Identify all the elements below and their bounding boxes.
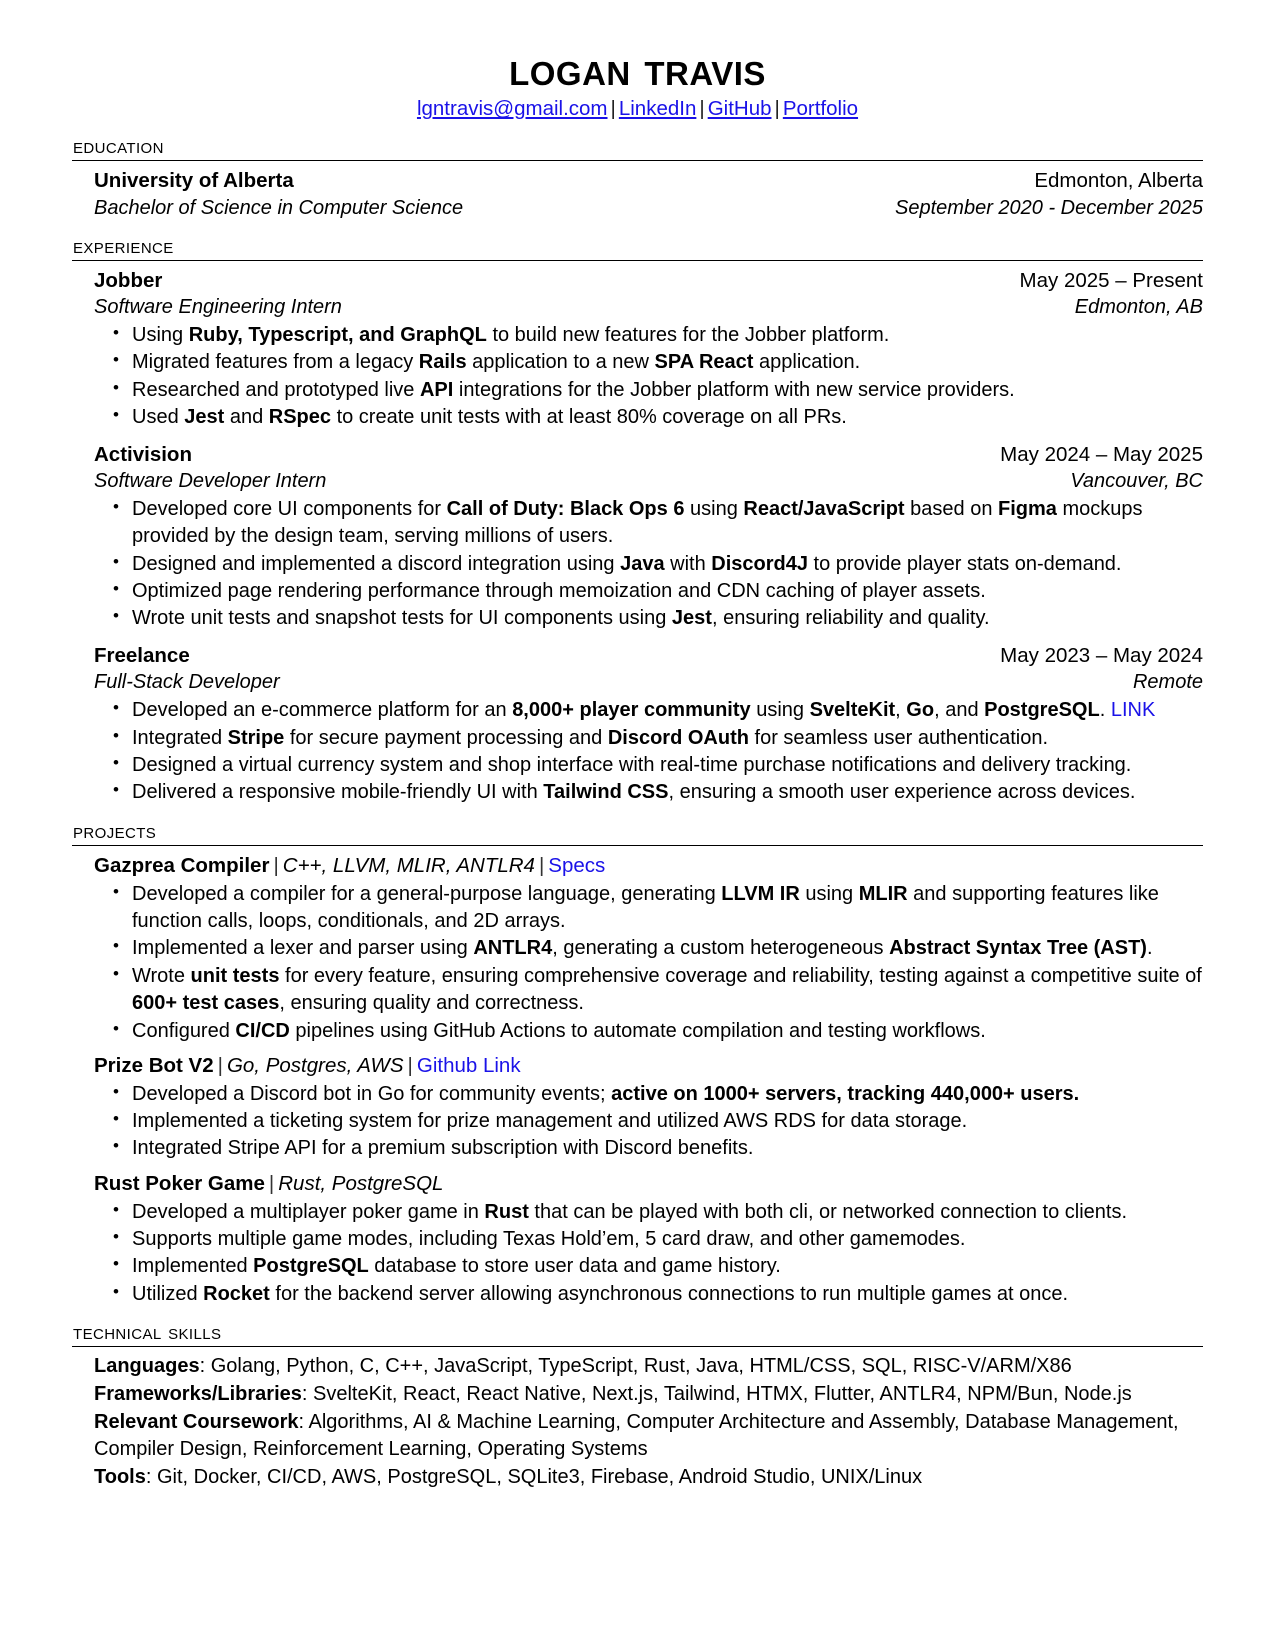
project-tech-stack: Rust, PostgreSQL: [278, 1171, 444, 1195]
entry-date: Edmonton, Alberta: [1034, 169, 1203, 193]
text-run: Implemented a ticketing system for prize management and utilized AWS RDS for data storage.: [132, 1110, 968, 1133]
entry-location: Vancouver, BC: [1070, 470, 1203, 493]
bullet-item: [132, 578, 1203, 605]
project-entries: [72, 852, 1203, 1308]
bold-keyword: PostgreSQL: [984, 699, 1100, 722]
skill-values: : SvelteKit, React, React Native, Next.js, Tailwind, HTMX, Flutter, ANTLR4, NPM/Bun, Node.js: [301, 1382, 1132, 1405]
bullet-item: [132, 779, 1203, 806]
resume-header: [72, 44, 1203, 122]
text-run: .: [1146, 937, 1153, 960]
candidate-name: logan travis: [509, 42, 766, 95]
bold-keyword: SPA React: [654, 351, 754, 374]
text-run: mockups provided by the design team, serving millions of users.: [132, 497, 1143, 548]
bullet-item: [132, 605, 1203, 632]
text-run: and supporting features like function calls, loops, conditionals, and 2D arrays.: [132, 882, 1159, 933]
inline-link[interactable]: LINK: [1110, 699, 1156, 722]
text-run: , ensuring a smooth user experience across devices.: [668, 781, 1136, 804]
bold-keyword: Ruby, Typescript, and GraphQL: [188, 324, 487, 347]
skill-category-label: Tools: [94, 1465, 146, 1488]
text-run: Designed a virtual currency system and shop interface with real-time purchase notifications and delivery tracking.: [132, 753, 1132, 776]
separator-pipe: |: [538, 853, 545, 877]
bold-keyword: React/JavaScript: [743, 497, 905, 520]
bold-keyword: active on 1000+ servers, tracking 440,000+ users.: [611, 1082, 1080, 1105]
bullet-item: [132, 1108, 1203, 1135]
bold-keyword: Jest: [671, 607, 712, 630]
bullet-list: [94, 322, 1203, 432]
text-run: to create unit tests with at least 80% coverage on all PRs.: [331, 406, 847, 429]
entry-location: Remote: [1132, 671, 1203, 694]
text-run: for secure payment processing and: [284, 726, 608, 749]
bold-keyword: PostgreSQL: [253, 1255, 369, 1278]
bullet-item: [132, 697, 1203, 724]
text-run: Migrated features from a legacy: [132, 351, 419, 374]
bullet-list: [94, 697, 1203, 807]
project-link[interactable]: Specs: [548, 853, 606, 877]
text-run: , and: [934, 699, 985, 722]
skill-line: [94, 1409, 1203, 1464]
section-experience: [72, 233, 1203, 807]
text-run: Wrote: [132, 964, 191, 987]
text-run: Supports multiple game modes, including Texas Hold’em, 5 card draw, and other gamemodes.: [132, 1227, 966, 1250]
text-run: application.: [753, 351, 861, 374]
text-run: Optimized page rendering performance through memoization and CDN caching of player assets.: [132, 580, 986, 603]
project-heading: [94, 1170, 1203, 1198]
entry-date: May 2025 – Present: [1019, 268, 1203, 292]
bold-keyword: RSpec: [268, 406, 332, 429]
contact-link-github[interactable]: GitHub: [707, 97, 772, 121]
project-name: Rust Poker Game: [94, 1171, 265, 1195]
bold-keyword: Abstract Syntax Tree (AST): [889, 937, 1147, 960]
bold-keyword: API: [419, 378, 454, 401]
bold-keyword: Rocket: [203, 1282, 270, 1305]
bold-keyword: unit tests: [190, 964, 280, 987]
separator-pipe: |: [407, 1053, 413, 1077]
text-run: using: [750, 699, 810, 722]
bullet-item: [132, 1253, 1203, 1280]
text-run: Developed core UI components for: [132, 497, 447, 520]
text-run: Developed a Discord bot in Go for community events;: [132, 1082, 612, 1105]
skill-line: [94, 1464, 1203, 1492]
text-run: for every feature, ensuring comprehensive coverage and reliability, testing against a competitive suite of: [279, 964, 1202, 987]
text-run: Integrated Stripe API for a premium subscription with Discord benefits.: [132, 1137, 754, 1160]
text-run: with: [664, 552, 712, 575]
bold-keyword: ANTLR4: [473, 937, 553, 960]
separator-pipe: |: [217, 1053, 223, 1077]
skill-values: : Algorithms, AI & Machine Learning, Computer Architecture and Assembly, Database Management, Compiler Design, Reinforcement Learning, Operating Systems: [94, 1410, 1179, 1461]
entry-subtitle-row: [94, 669, 1203, 696]
skill-lines: [72, 1353, 1203, 1491]
contact-link-linkedin[interactable]: LinkedIn: [618, 97, 697, 121]
bold-keyword: Call of Duty: Black Ops 6: [446, 497, 685, 520]
education-entries: [72, 167, 1203, 221]
bullet-item: [132, 881, 1203, 936]
text-run: Utilized: [132, 1282, 204, 1305]
skill-values: : Golang, Python, C, C++, JavaScript, TypeScript, Rust, Java, HTML/CSS, SQL, RISC-V/ARM/X86: [199, 1355, 1072, 1378]
bold-keyword: SvelteKit: [809, 699, 896, 722]
bold-keyword: Tailwind CSS: [543, 781, 669, 804]
bold-keyword: Java: [620, 552, 665, 575]
section-title-skills: technical skills: [73, 1319, 222, 1345]
bullet-item: [132, 725, 1203, 752]
text-run: Developed a multiplayer poker game in: [132, 1200, 485, 1223]
contact-separator: |: [774, 97, 780, 121]
bullet-item: [132, 1281, 1203, 1308]
text-run: ,: [895, 699, 907, 722]
skill-category-label: Relevant Coursework: [94, 1410, 299, 1433]
separator-pipe: |: [273, 853, 279, 877]
bold-keyword: Stripe: [227, 726, 285, 749]
bold-keyword: Figma: [998, 497, 1057, 520]
bullet-item: [132, 935, 1203, 962]
bold-keyword: Rust: [484, 1200, 529, 1223]
skill-line: [94, 1381, 1203, 1409]
text-run: Designed and implemented a discord integration using: [132, 552, 621, 575]
text-run: integrations for the Jobber platform with new service providers.: [453, 378, 1015, 401]
project-tech-stack: C++, LLVM, MLIR, ANTLR4: [282, 853, 535, 877]
text-run: for the backend server allowing asynchronous connections to run multiple games at once.: [269, 1282, 1069, 1305]
entry-role: Bachelor of Science in Computer Science: [94, 196, 464, 219]
skill-values: : Git, Docker, CI/CD, AWS, PostgreSQL, SQLite3, Firebase, Android Studio, UNIX/Linux: [145, 1465, 923, 1488]
bold-keyword: LLVM IR: [721, 882, 800, 905]
skill-line: [94, 1353, 1203, 1381]
resume-entry: [94, 642, 1203, 807]
section-divider: [72, 1346, 1203, 1347]
text-run: Wrote unit tests and snapshot tests for UI components using: [132, 607, 672, 630]
bullet-item: [132, 1081, 1203, 1108]
text-run: to build new features for the Jobber platform.: [486, 324, 890, 347]
bullet-item: [132, 1226, 1203, 1253]
contact-link-portfolio[interactable]: Portfolio: [782, 97, 859, 121]
entry-organization: Freelance: [94, 643, 190, 667]
project-heading: [94, 852, 1203, 880]
text-run: Used: [132, 406, 185, 429]
bold-keyword: MLIR: [858, 882, 908, 905]
contact-separator: |: [699, 97, 705, 121]
text-run: Developed an e-commerce platform for an: [132, 699, 513, 722]
bullet-item: [132, 349, 1203, 376]
resume-entry: [94, 441, 1203, 633]
text-run: Implemented: [132, 1255, 254, 1278]
bold-keyword: Rails: [418, 351, 467, 374]
text-run: based on: [904, 497, 999, 520]
text-run: Using: [132, 324, 189, 347]
project-entry: [94, 1170, 1203, 1308]
resume-entry: [94, 267, 1203, 432]
entry-title-row: [94, 167, 1203, 194]
bullet-item: [132, 496, 1203, 551]
text-run: pipelines using GitHub Actions to automate compilation and testing workflows.: [289, 1019, 986, 1042]
text-run: Researched and prototyped live: [132, 378, 420, 401]
entry-role: Full-Stack Developer: [94, 671, 280, 694]
text-run: Implemented a lexer and parser using: [132, 937, 474, 960]
text-run: Integrated: [132, 726, 228, 749]
project-name: Gazprea Compiler: [94, 853, 270, 877]
section-education: [72, 133, 1203, 222]
project-tech-stack: Go, Postgres, AWS: [226, 1053, 404, 1077]
bold-keyword: Discord OAuth: [607, 726, 749, 749]
text-run: , ensuring quality and correctness.: [279, 992, 584, 1015]
bullet-item: [132, 752, 1203, 779]
bullet-item: [132, 551, 1203, 578]
skill-category-label: Frameworks/Libraries: [94, 1382, 302, 1405]
entry-location: Edmonton, AB: [1074, 296, 1203, 319]
text-run: database to store user data and game history.: [368, 1255, 781, 1278]
project-name: Prize Bot V2: [94, 1053, 214, 1077]
bullet-item: [132, 404, 1203, 431]
text-run: and: [224, 406, 269, 429]
text-run: that can be played with both cli, or networked connection to clients.: [528, 1200, 1127, 1223]
bold-keyword: Go: [906, 699, 935, 722]
bold-keyword: 8,000+ player community: [512, 699, 751, 722]
entry-date: May 2023 – May 2024: [1000, 643, 1203, 667]
project-entry: [94, 852, 1203, 1045]
text-run: using: [799, 882, 859, 905]
bold-keyword: Jest: [184, 406, 225, 429]
bullet-item: [132, 1018, 1203, 1045]
entry-organization: University of Alberta: [94, 169, 294, 193]
bullet-list: [94, 1199, 1203, 1309]
project-link[interactable]: Github Link: [416, 1053, 521, 1077]
bullet-item: [132, 963, 1203, 1018]
bold-keyword: 600+ test cases: [132, 992, 280, 1015]
resume-entry: [94, 167, 1203, 221]
text-run: using: [684, 497, 744, 520]
bullet-list: [94, 881, 1203, 1045]
text-run: Configured: [132, 1019, 236, 1042]
entry-title-row: [94, 441, 1203, 468]
contact-link-lgntravis-gmail-com[interactable]: lgntravis@gmail.com: [416, 97, 608, 121]
entry-role: Software Developer Intern: [94, 470, 327, 493]
text-run: application to a new: [466, 351, 655, 374]
entry-location: September 2020 - December 2025: [895, 196, 1203, 219]
separator-pipe: |: [268, 1171, 275, 1195]
section-divider: [72, 260, 1203, 261]
entry-subtitle-row: [94, 294, 1203, 321]
section-projects: [72, 818, 1203, 1308]
bold-keyword: Discord4J: [711, 552, 808, 575]
bullet-list: [94, 496, 1203, 633]
section-divider: [72, 160, 1203, 161]
entry-organization: Jobber: [94, 268, 163, 292]
bullet-list: [94, 1081, 1203, 1163]
project-entry: [94, 1052, 1203, 1163]
section-title-experience: experience: [73, 232, 174, 258]
text-run: , generating a custom heterogeneous: [552, 937, 890, 960]
entry-role: Software Engineering Intern: [94, 296, 342, 319]
entry-subtitle-row: [94, 195, 1203, 222]
bullet-item: [132, 1199, 1203, 1226]
text-run: to provide player stats on-demand.: [807, 552, 1122, 575]
skill-category-label: Languages: [94, 1355, 200, 1378]
experience-entries: [72, 267, 1203, 807]
entry-organization: Activision: [94, 442, 192, 466]
section-title-education: education: [73, 132, 164, 158]
project-heading: [94, 1052, 1203, 1080]
entry-title-row: [94, 267, 1203, 294]
text-run: , ensuring reliability and quality.: [711, 607, 990, 630]
bullet-item: [132, 1135, 1203, 1162]
bullet-item: [132, 322, 1203, 349]
section-technical-skills: [72, 1319, 1203, 1491]
bullet-item: [132, 377, 1203, 404]
section-divider: [72, 845, 1203, 846]
contact-separator: |: [610, 97, 616, 121]
entry-date: May 2024 – May 2025: [1000, 442, 1203, 466]
entry-subtitle-row: [94, 468, 1203, 495]
text-run: .: [1099, 699, 1111, 722]
entry-title-row: [94, 642, 1203, 669]
text-run: Delivered a responsive mobile-friendly UI with: [132, 781, 544, 804]
section-title-projects: projects: [73, 817, 157, 843]
contact-line: [72, 97, 1203, 122]
text-run: for seamless user authentication.: [748, 726, 1048, 749]
text-run: Developed a compiler for a general-purpose language, generating: [132, 882, 722, 905]
bold-keyword: CI/CD: [235, 1019, 290, 1042]
